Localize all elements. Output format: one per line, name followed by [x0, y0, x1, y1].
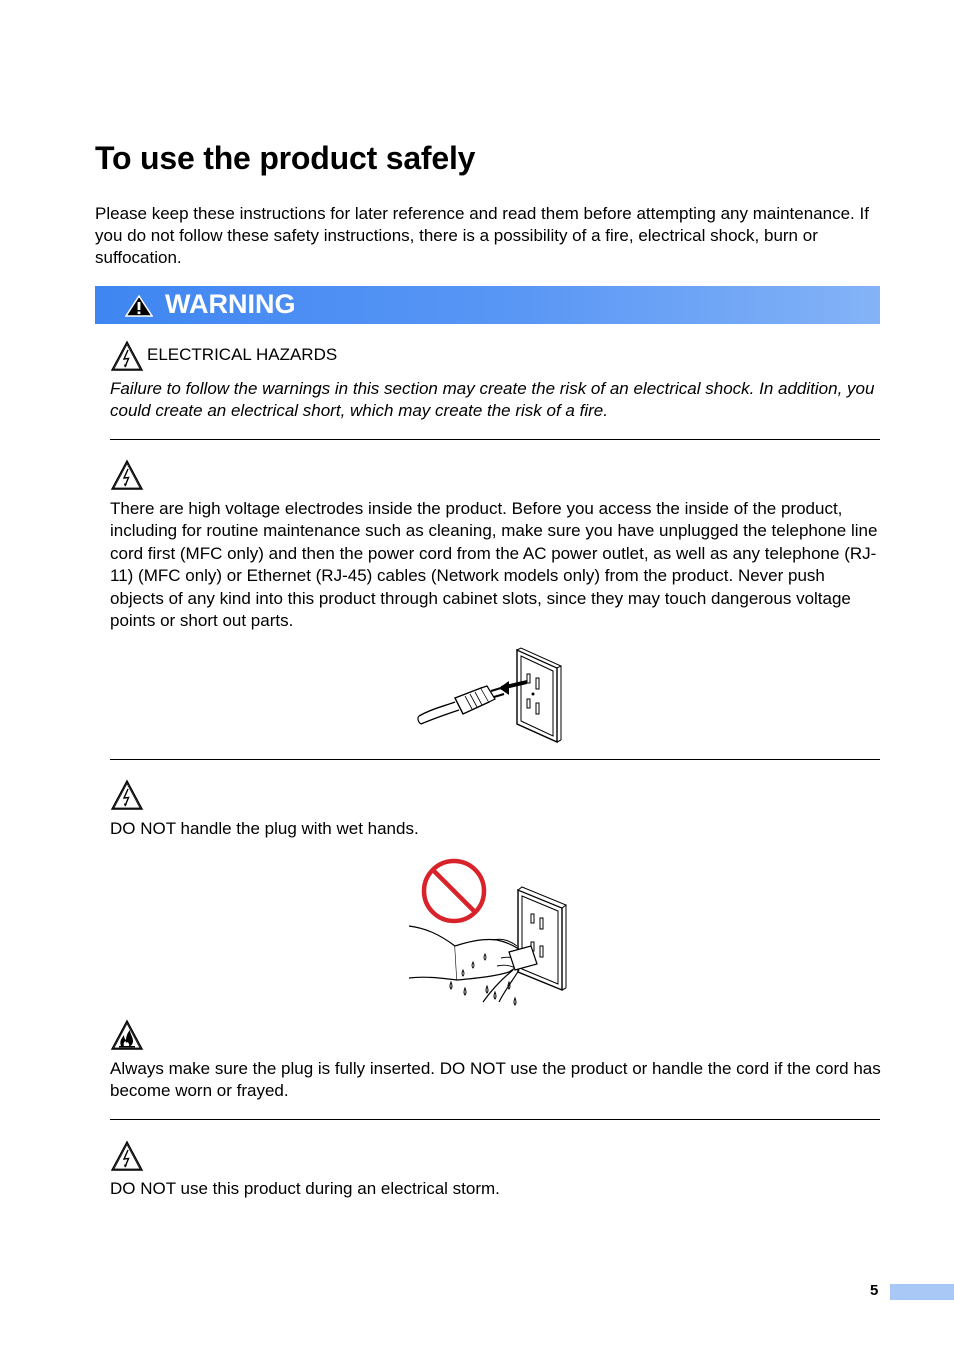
warning-item-text: DO NOT use this product during an electrical storm.: [110, 1179, 500, 1198]
warning-icon: [125, 295, 153, 317]
electrical-hazard-icon: [110, 340, 144, 372]
page-tab-marker: [890, 1284, 954, 1300]
warning-item-text: Always make sure the plug is fully inserted. DO NOT use the product or handle the cord if the cord has become worn or frayed.: [110, 1059, 881, 1101]
warning-item-text: DO NOT handle the plug with wet hands.: [110, 819, 419, 838]
electrical-hazard-icon: [110, 779, 144, 811]
warning-banner: [95, 286, 880, 324]
electrical-hazard-icon: [110, 1140, 144, 1172]
electrical-hazard-icon: [110, 459, 144, 491]
divider: [110, 759, 880, 760]
warning-label: WARNING: [165, 289, 296, 319]
fire-hazard-icon: [110, 1019, 144, 1051]
wet-hands-prohibited-illustration: [405, 854, 575, 1006]
page-number: 5: [870, 1282, 879, 1299]
unplug-illustration: [415, 646, 565, 746]
page-title: To use the product safely: [95, 140, 476, 176]
divider: [110, 1119, 880, 1120]
warning-item-text: There are high voltage electrodes inside the product. Before you access the inside of the product, including for routine maintenance such as cleaning, make sure you have unplugged the telephone line cord first (MFC only) and then the power cord from the AC power outlet, as well as any telephone (RJ-11) (MFC only) or Ethernet (RJ-45) cables (Network models only) from the product. Never push objects of any kind into this product through cabinet slots, since they may touch dangerous voltage points or short out parts.: [110, 499, 878, 631]
section-description: Failure to follow the warnings in this section may create the risk of an electrical shock. In addition, you could create an electrical short, which may create the risk of a fire.: [110, 379, 875, 420]
section-heading-text: ELECTRICAL HAZARDS: [147, 345, 338, 364]
intro-paragraph: Please keep these instructions for later reference and read them before attempting any maintenance. If you do not follow these safety instructions, there is a possibility of a fire, electrical shock, burn or suffocation.: [95, 204, 869, 267]
divider: [110, 439, 880, 440]
